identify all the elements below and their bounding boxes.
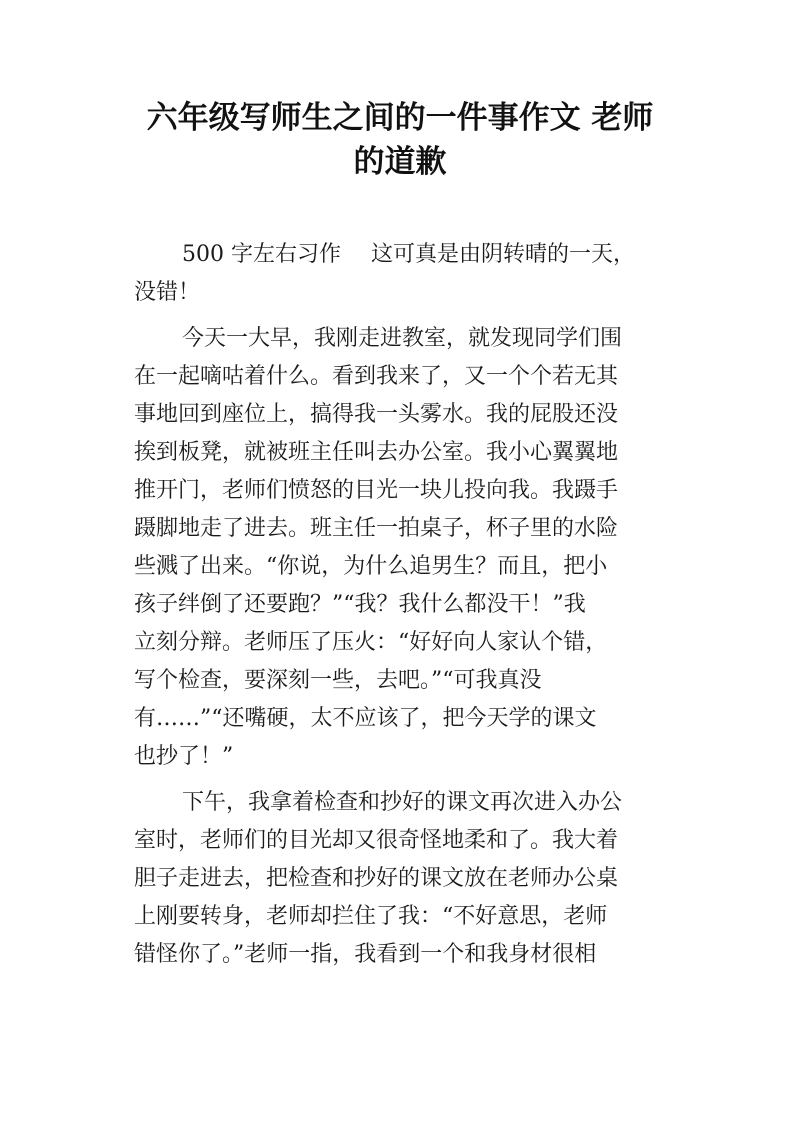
paragraph-2-line: 推开门，老师们愤怒的目光一块儿投向我。我蹑手 bbox=[134, 478, 619, 503]
title-line-2: 的道歉 bbox=[353, 144, 447, 180]
paragraph-2-line: 写个检查，要深刻一些，去吧。”“可我真没 bbox=[134, 668, 542, 693]
document-body bbox=[134, 236, 674, 974]
paragraph-3-line: 胆子走进去，把检查和抄好的课文放在老师办公桌 bbox=[134, 866, 619, 891]
paragraph-1-lead-rest: 这可真是由阴转晴的一天， bbox=[371, 242, 636, 267]
paragraph-2-line: 有……”“还嘴硬，太不应该了，把今天学的课文 bbox=[134, 706, 597, 731]
paragraph-1-line-1 bbox=[134, 236, 674, 274]
document-title bbox=[100, 96, 700, 184]
paragraph-2-line: 些溅了出来。“你说，为什么追男生？而且，把小 bbox=[134, 554, 608, 579]
paragraph-3-line: 室时，老师们的目光却又很奇怪地柔和了。我大着 bbox=[134, 828, 619, 853]
paragraph-3-line: 上刚要转身，老师却拦住了我：“不好意思，老师 bbox=[134, 904, 608, 929]
paragraph-2-line: 在一起嘀咕着什么。看到我来了，又一个个若无其 bbox=[134, 364, 619, 389]
paragraph-2-line: 蹑脚地走了进去。班主任一拍桌子，杯子里的水险 bbox=[134, 516, 619, 541]
paragraph-2-line: 也抄了！” bbox=[134, 744, 234, 769]
paragraph-1-lead: 500 字左右习作 bbox=[182, 242, 341, 267]
paragraph-2-line: 事地回到座位上，搞得我一头雾水。我的屁股还没 bbox=[134, 402, 619, 427]
paragraph-2-line: 孩子绊倒了还要跑？”“我？我什么都没干！”我 bbox=[134, 592, 586, 617]
paragraph-3-line: 下午，我拿着检查和抄好的课文再次进入办公 bbox=[182, 790, 623, 815]
paragraph-2-line: 今天一大早，我刚走进教室，就发现同学们围 bbox=[182, 326, 623, 351]
paragraph-2-line: 挨到板凳，就被班主任叫去办公室。我小心翼翼地 bbox=[134, 440, 619, 465]
title-line-1: 六年级写师生之间的一件事作文 老师 bbox=[146, 100, 654, 136]
paragraph-3-line: 错怪你了。”老师一指，我看到一个和我身材很相 bbox=[134, 942, 597, 967]
paragraph-2-line: 立刻分辩。老师压了压火：“好好向人家认个错， bbox=[134, 630, 608, 655]
paragraph-1-line-2: 没错！ bbox=[134, 280, 201, 305]
